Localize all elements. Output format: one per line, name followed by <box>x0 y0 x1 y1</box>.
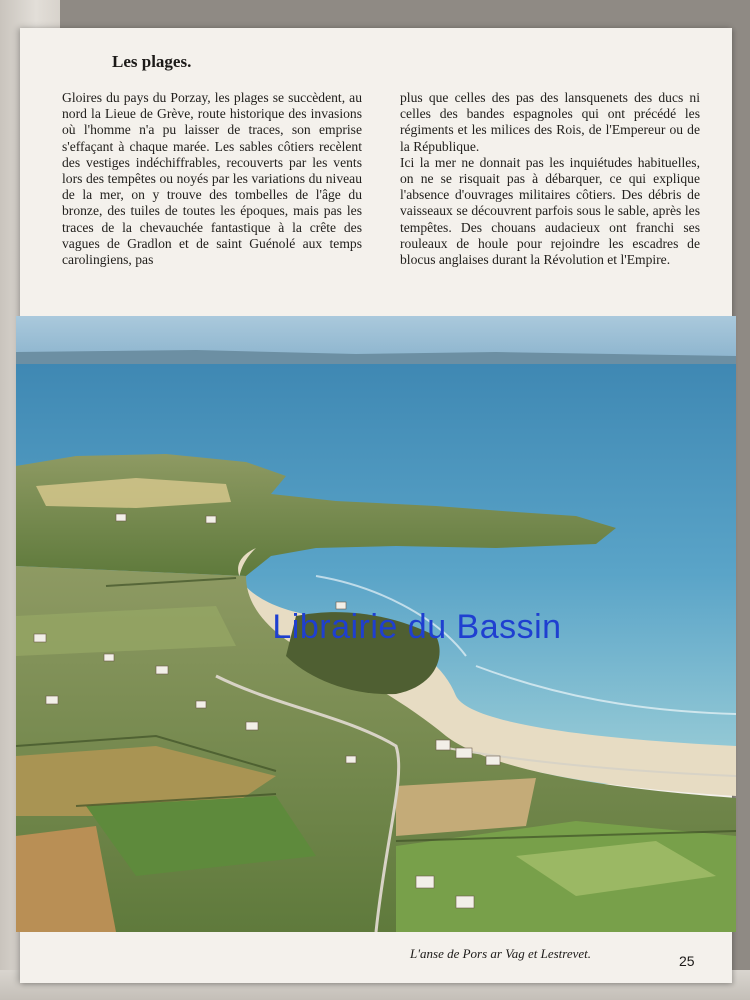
text-column-right <box>400 90 700 268</box>
watermark-text: Librairie du Bassin <box>272 608 562 646</box>
section-heading: Les plages. <box>112 52 192 71</box>
text-column-left <box>62 90 362 268</box>
paragraph-right-1: plus que celles des pas des lansquenets des ducs ni celles des bandes espagnoles qui ont précédé les régiments et les milices des Rois, de l'Empereur ou de la République. <box>400 90 700 154</box>
paragraph-right-2: Ici la mer ne donnait pas les inquiétudes habituelles, on ne se risquait pas à débarquer, ce qui explique l'absence d'ouvrages militaires côtiers. Des débris de vaisseaux se découvrent parfois sous le sable, après les tempêtes. Des chouans audacieux ont franchi ses rouleaux de houle pour rejoindre les escadres de blocus anglaises durant la Révolution et l'Empire. <box>400 154 700 268</box>
page-number: 25 <box>679 953 695 969</box>
paragraph-left: Gloires du pays du Porzay, les plages se succèdent, au nord la Lieue de Grève, route historique des invasions où l'homme n'a pu laisser de traces, son emprise s'effaçant à chaque marée. Les sables côtiers recèlent des vestiges indéchiffrables, recouverts par les vents lors des tempêtes ou noyés par les variations du niveau de la mer, on y trouve des tombelles de l'âge du bronze, des tuiles de toutes les époques, mais pas les traces de la chevauchée fantastique à la crête des vagues de Gradlon et de saint Guénolé aux temps carolingiens, pas <box>62 90 362 268</box>
sky <box>16 316 736 356</box>
photo-caption: L'anse de Pors ar Vag et Lestrevet. <box>410 946 592 961</box>
